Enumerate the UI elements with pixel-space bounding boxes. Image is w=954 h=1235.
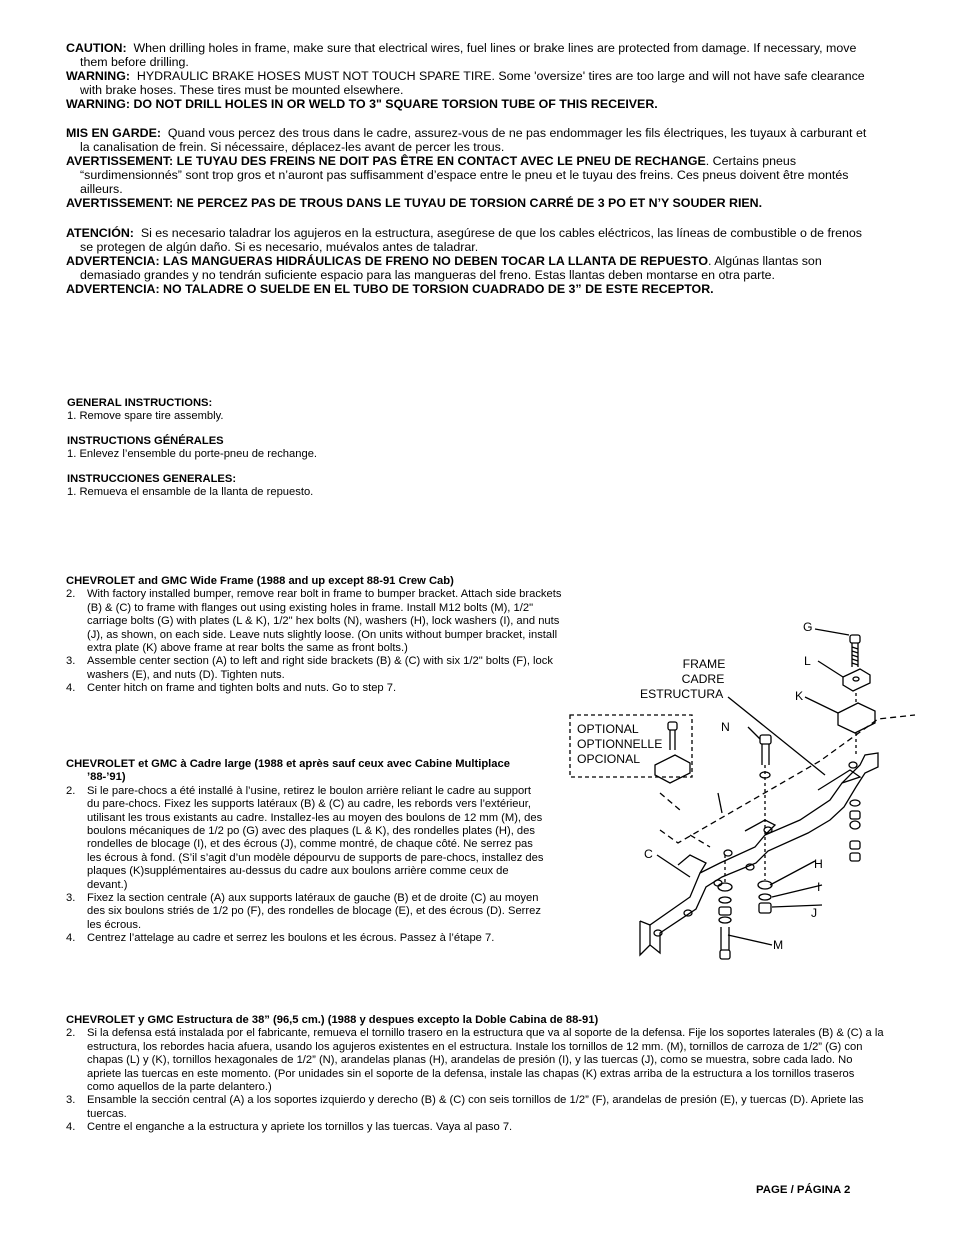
part-label-j: J <box>811 906 818 920</box>
optional-label-en: OPTIONAL <box>577 722 639 736</box>
part-label-i: I <box>817 880 821 894</box>
cadre-label: CADRE <box>681 672 725 686</box>
warnings-french <box>66 126 876 210</box>
caution-fr: MIS EN GARDE: Quand vous percez des trous dans le cadre, assurez-vous de ne pas endommager les fils électriques, les tuyaux à carburant et la canalisation de frein. Si nécessaire, déplacez-les avant de percer les trous. <box>66 126 867 154</box>
carriage-bolt-g <box>850 635 860 667</box>
list-item: 3. Fixez la section centrale (A) aux supports latéraux de gauche (B) et de droite (C) au moyen des six boulons striés de 1/2 po (F), des rondelles de blocage (E), et des écrous (D). Serrez les écrous. <box>66 892 541 931</box>
general-heading-es: INSTRUCCIONES GENERALES: <box>67 473 237 485</box>
general-instructions-fr <box>67 435 317 461</box>
frame-label: FRAME <box>682 657 726 671</box>
list-item: 2. Si le pare-chocs a été installé à l’usine, retirez le boulon arrière reliant le cadre au support du pare-chocs. Fixez les supports latéraux (B) & (C) au cadre, les rebords vers l’extérieur, utilisant les trous existants au cadre. Installez-les au moyen des boulons de 12 mm (M), des boulons mécaniques de 1/2 po (G) avec des plaques (L & K), des rondelles plates (H), des rondelles de blocage (I), et des écrous (J), comme montré, de chaque côté. Ne serrez pas les écrous à fond. (S’il s’agit d’un modèle dépourvu de supports de pare-chocs, installez des plaques (K)supplémentaires au-dessus du cadre aux boulons arrière comme ceux de devant.) <box>66 784 544 891</box>
caution-es: ATENCIÓN: Si es necesario taladrar los agujeros en la estructura, asegúrese de que los cables eléctricos, las líneas de combustible o de frenos se protegen de algún daño. Si es necesario, muévalos antes de taladrar. <box>66 226 862 254</box>
warning-drill-fr: AVERTISSEMENT: NE PERCEZ PAS DE TROUS DANS LE TUYAU DE TORSION CARRÉ DE 3 PO ET N’Y SOUDER RIEN. <box>66 196 763 210</box>
general-item-en: 1. Remove spare tire assembly. <box>67 410 224 422</box>
list-item: 3. Ensamble la sección central (A) a los soportes izquierdo y derecho (B) & (C) con seis tornillos de 1/2” (F), arandelas de presión (E), y tuercas (D). Apriete las tuercas. <box>66 1094 864 1120</box>
page-number: PAGE / PÁGINA 2 <box>756 1184 851 1196</box>
general-item-es: 1. Remueva el ensamble de la llanta de repuesto. <box>67 486 314 498</box>
optional-label-fr: OPTIONNELLE <box>577 737 663 751</box>
section-french <box>66 758 546 946</box>
general-heading-en: GENERAL INSTRUCTIONS: <box>67 397 213 409</box>
warnings-spanish <box>66 226 876 296</box>
general-item-fr: 1. Enlevez l’ensemble du porte-pneu de rechange. <box>67 448 318 460</box>
bracket-assembly-diagram <box>560 615 930 965</box>
warning-drill-es: ADVERTENCIA: NO TALADRE O SUELDE EN EL TUBO DE TORSION CUADRADO DE 3” DE ESTE RECEPTOR. <box>66 282 714 296</box>
warning-brake-en: WARNING: HYDRAULIC BRAKE HOSES MUST NOT TOUCH SPARE TIRE. Some 'oversize' tires are too large and will not have safe clearance with brake hoses. These tires must be mounted elsewhere. <box>66 69 865 97</box>
part-label-l: L <box>804 654 811 668</box>
optional-bolt <box>668 722 677 750</box>
part-label-g: G <box>803 620 813 634</box>
warning-brake-fr: AVERTISSEMENT: LE TUYAU DES FREINS NE DOIT PAS ÊTRE EN CONTACT AVEC LE PNEU DE RECHANGE. Certains pneus “surdimensionnés” sont trop gros et n’auront pas suffisamment d’espace entre le pneu et le tuyau des freins. Ces pneus doivent être montés ailleurs. <box>66 154 849 196</box>
section-heading-es: CHEVROLET y GMC Estructura de 38” (96,5 cm.) (1988 y despues excepto la Doble Cabina de 88-91) <box>66 1014 599 1026</box>
part-label-m: M <box>773 938 784 952</box>
warnings-english <box>66 41 876 111</box>
bolt-m <box>720 927 730 959</box>
optional-label-es: OPCIONAL <box>577 752 640 766</box>
warning-brake-es: ADVERTENCIA: LAS MANGUERAS HIDRÁULICAS DE FRENO NO DEBEN TOCAR LA LLANTA DE REPUESTO. Algúnas llantas son demasiado grandes y no tendrán suficiente espacio para las mangueras del freno. Estas llantas deben montarse en otra parte. <box>66 254 822 282</box>
plate-l <box>843 669 870 691</box>
list-item: 4. Centrez l’attelage au cadre et serrez les boulons et les écrous. Passez à l’étape 7. <box>66 932 495 945</box>
section-spanish <box>66 1014 884 1135</box>
frame-outline <box>660 715 915 843</box>
list-item: 2. Si la defensa está instalada por el fabricante, remueva el tornillo trasero en la estructura que va al soporte de la defensa. Fije los soportes laterales (B) & (C) a la estructura, los rebordes hacia afuera, usando los agujeros existentes en el estructura. Instale los tornillos de 12 mm. (M), tornillos de carroza de 1/2” (G) con chapas (L) y (K), tornillos hexagonales de 1/2” (N), arandelas planas (H), arandelas de presión (I), y las tuercas (J), como se muestra, sobre cada lado. No apriete las tuercas en este momento. (Por unidades sin el soporte de la defensa, instale las chapas (K) extras arriba de la estructura a los tornillos traseros como aquellos de la parte delantero.) <box>66 1027 884 1094</box>
section-heading-en: CHEVROLET and GMC Wide Frame (1988 and up except 88-91 Crew Cab) <box>66 575 454 587</box>
general-instructions-es <box>67 473 313 499</box>
exploded-view-drawing <box>560 615 930 965</box>
part-label-h: H <box>814 857 823 871</box>
section-heading-fr: CHEVROLET et GMC à Cadre large (1988 et après sauf ceux avec Cabine Multiplace ’88-’91) <box>66 758 510 784</box>
list-item: 2. With factory installed bumper, remove rear bolt in frame to bumper bracket. Attach side brackets (B) & (C) to frame with flanges out using existing holes in frame. Install M12 bolts (M), 1/2" carriage bolts (G) with plates (L & K), 1/2" hex bolts (N), washers (H), lock washers (I), and nuts (J), as shown, on each side. Leave nuts slightly loose. (On units without bumper bracket, install extra plate (K) above frame at rear bolts the same as front bolts.) <box>66 588 562 655</box>
section-english <box>66 575 576 696</box>
part-label-k: K <box>795 689 804 703</box>
estructura-label: ESTRUCTURA <box>640 687 724 701</box>
part-label-n: N <box>721 720 730 734</box>
part-label-c: C <box>644 847 653 861</box>
list-item: 4. Centre el enganche a la estructura y apriete los tornillos y las tuercas. Vaya al paso 7. <box>66 1121 513 1134</box>
washer-h <box>758 881 772 889</box>
plate-k <box>838 703 875 733</box>
caution-en: CAUTION: When drilling holes in frame, make sure that electrical wires, fuel lines or brake lines are protected from damage. If necessary, move them before drilling. <box>66 41 857 69</box>
lock-washer-i <box>759 894 771 900</box>
list-item: 3. Assemble center section (A) to left and right side brackets (B) & (C) with six 1/2" bolts (F), lock washers (E), and nuts (D). Tighten nuts. <box>66 655 553 681</box>
nut-j <box>759 903 771 913</box>
optional-plate <box>655 755 690 783</box>
warning-drill-en: WARNING: DO NOT DRILL HOLES IN OR WELD TO 3" SQUARE TORSION TUBE OF THIS RECEIVER. <box>66 97 658 111</box>
general-instructions-en <box>67 397 223 423</box>
list-item: 4. Center hitch on frame and tighten bolts and nuts. Go to step 7. <box>66 682 397 695</box>
general-heading-fr: INSTRUCTIONS GÉNÉRALES <box>67 435 224 447</box>
